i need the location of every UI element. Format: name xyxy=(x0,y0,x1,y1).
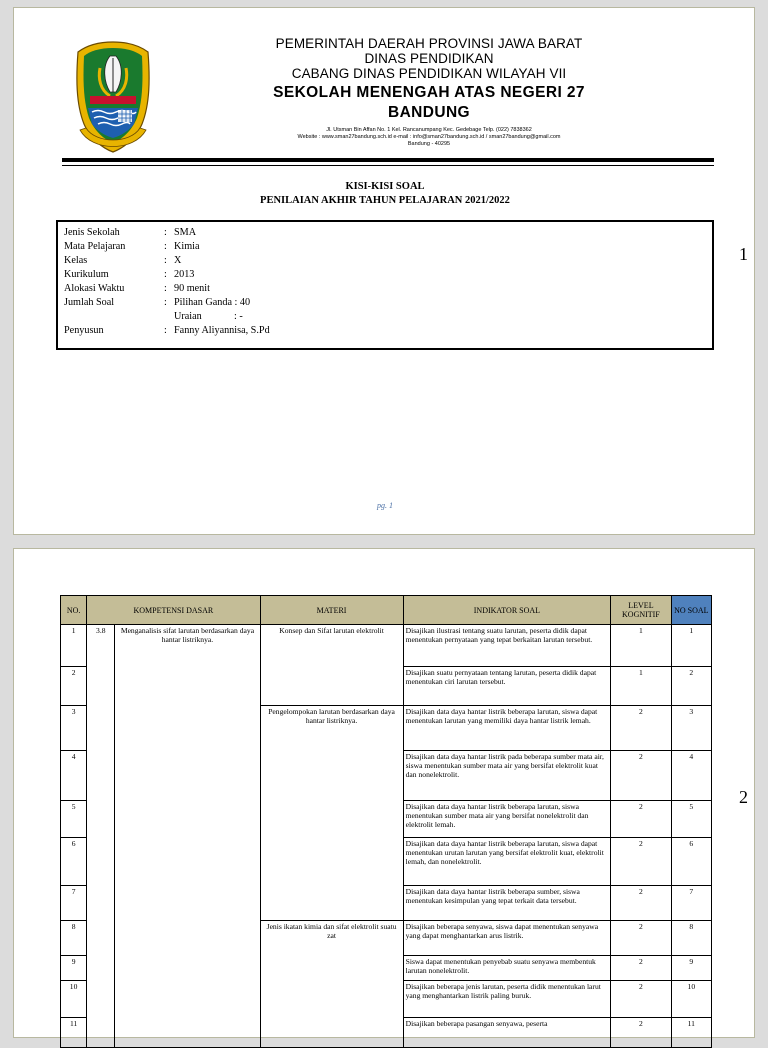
branch-office-name: CABANG DINAS PENDIDIKAN WILAYAH VII xyxy=(291,66,567,81)
level-cell: 2 xyxy=(611,886,671,921)
west-java-emblem-logo xyxy=(70,38,156,156)
row-number: 10 xyxy=(61,981,87,1018)
info-value: Kimia xyxy=(174,241,200,252)
nosoal-cell: 4 xyxy=(671,751,711,801)
col-header-no: NO. xyxy=(61,596,87,625)
document-title xyxy=(14,180,756,208)
table-row xyxy=(61,625,712,667)
letterhead-divider-thick xyxy=(62,158,714,162)
kd-text: Menganalisis sifat larutan berdasarkan daya hantar listriknya. xyxy=(115,625,260,1048)
school-city: BANDUNG xyxy=(387,104,471,121)
indikator-cell: Disajikan data daya hantar listrik beberapa larutan, siswa dapat menentukan urutan larutan yang bersifat elektrolit kuat, elektrolit lemah, dan nonelektrolit. xyxy=(403,838,611,886)
letterhead-divider-thin xyxy=(62,165,714,166)
col-header-indikator: INDIKATOR SOAL xyxy=(403,596,611,625)
level-cell: 2 xyxy=(611,1018,671,1048)
info-colon: : xyxy=(164,283,167,294)
level-cell: 2 xyxy=(611,921,671,956)
info-value: Pilihan Ganda : 40 xyxy=(174,297,251,308)
row-number: 1 xyxy=(61,625,87,667)
title-line-1: KISI-KISI SOAL xyxy=(345,181,425,192)
identity-box xyxy=(56,220,714,350)
info-row xyxy=(64,268,194,282)
materi-cell: Konsep dan Sifat larutan elektrolit xyxy=(260,625,403,706)
row-number: 9 xyxy=(61,956,87,981)
info-label: Jumlah Soal xyxy=(64,297,115,308)
nosoal-cell: 3 xyxy=(671,706,711,751)
row-number: 4 xyxy=(61,751,87,801)
info-row xyxy=(64,240,199,254)
indikator-cell: Disajikan data daya hantar listrik beberapa sumber, siswa menentukan kesimpulan yang tepat terkait data tersebut. xyxy=(403,886,611,921)
page-footer: pg. 1 xyxy=(377,501,393,510)
nosoal-cell: 11 xyxy=(671,1018,711,1048)
indikator-cell: Disajikan data daya hantar listrik pada beberapa sumber mata air, siswa menentukan sumber mata air yang bersifat elektrolit kuat dan nonelektrolit. xyxy=(403,751,611,801)
info-colon: : xyxy=(164,269,167,280)
nosoal-cell: 5 xyxy=(671,801,711,838)
materi-cell: Pengelompokan larutan berdasarkan daya hantar listriknya. xyxy=(260,706,403,921)
info-colon: : xyxy=(164,255,167,266)
row-number: 6 xyxy=(61,838,87,886)
school-name: SEKOLAH MENENGAH ATAS NEGERI 27 xyxy=(273,84,585,101)
row-number: 3 xyxy=(61,706,87,751)
info-value: X xyxy=(174,255,182,266)
info-colon: : xyxy=(164,297,167,308)
info-colon: : xyxy=(164,325,167,336)
row-number: 2 xyxy=(61,667,87,706)
indikator-cell: Disajikan ilustrasi tentang suatu larutan, peserta didik dapat menentukan pernyataan yang tepat berkaitan larutan tersebut. xyxy=(403,625,611,667)
indikator-cell: Disajikan suatu pernyataan tentang larutan, peserta didik dapat menentukan ciri larutan tersebut. xyxy=(403,667,611,706)
nosoal-cell: 8 xyxy=(671,921,711,956)
info-row xyxy=(64,254,181,268)
school-address: Jl. Utsman Bin Affan No. 1 Kel. Rancanumpang Kec. Gedebage Telp. (022) 7838362 xyxy=(326,127,532,133)
materi-cell: Jenis ikatan kimia dan sifat elektrolit suatu zat xyxy=(260,921,403,1048)
title-line-2: PENILAIAN AKHIR TAHUN PELAJARAN 2021/2022 xyxy=(260,195,510,206)
department-name: DINAS PENDIDIKAN xyxy=(364,51,494,66)
question-grid-table xyxy=(60,595,712,1048)
level-cell: 2 xyxy=(611,801,671,838)
indikator-cell: Disajikan data daya hantar listrik beberapa larutan, siswa dapat menentukan larutan yang memiliki daya hantar listrik lemah. xyxy=(403,706,611,751)
info-label: Penyusun xyxy=(64,325,104,336)
info-colon: : xyxy=(164,227,167,238)
indikator-cell: Disajikan beberapa jenis larutan, peserta didik menentukan larut yang menghantarkan listrik paling buruk. xyxy=(403,981,611,1018)
indikator-cell: Disajikan data daya hantar listrik beberapa larutan, siswa menentukan sumber mata air yang bersifat nonelektrolit dan elektrolit lemah. xyxy=(403,801,611,838)
letterhead xyxy=(229,36,629,148)
info-value-2: : - xyxy=(234,311,243,322)
nosoal-cell: 9 xyxy=(671,956,711,981)
indikator-cell: Disajikan beberapa senyawa, siswa dapat menentukan senyawa yang dapat menghantarkan arus listrik. xyxy=(403,921,611,956)
info-label: Jenis Sekolah xyxy=(64,227,120,238)
page-number: 1 xyxy=(739,244,748,264)
info-colon: : xyxy=(164,241,167,252)
page-number: 2 xyxy=(739,787,748,807)
info-label: Alokasi Waktu xyxy=(64,283,125,294)
col-header-nosoal: NO SOAL xyxy=(671,596,711,625)
col-header-materi: MATERI xyxy=(260,596,403,625)
row-number: 7 xyxy=(61,886,87,921)
level-cell: 2 xyxy=(611,706,671,751)
indikator-cell: Disajikan beberapa pasangan senyawa, peserta xyxy=(403,1018,611,1048)
government-name: PEMERINTAH DAERAH PROVINSI JAWA BARAT xyxy=(275,36,583,51)
table-header-row xyxy=(61,596,712,625)
info-label: Mata Pelajaran xyxy=(64,241,126,252)
row-number: 8 xyxy=(61,921,87,956)
level-cell: 1 xyxy=(611,625,671,667)
indikator-cell: Siswa dapat menentukan penyebab suatu senyawa membentuk larutan nonelektrolit. xyxy=(403,956,611,981)
row-number: 5 xyxy=(61,801,87,838)
kd-code: 3.8 xyxy=(87,625,115,1048)
col-header-level: LEVEL KOGNITIF xyxy=(611,596,671,625)
school-postal: Bandung - 40295 xyxy=(407,141,451,147)
nosoal-cell: 2 xyxy=(671,667,711,706)
nosoal-cell: 6 xyxy=(671,838,711,886)
level-cell: 2 xyxy=(611,838,671,886)
nosoal-cell: 7 xyxy=(671,886,711,921)
level-cell: 1 xyxy=(611,667,671,706)
level-cell: 2 xyxy=(611,981,671,1018)
col-header-kd: KOMPETENSI DASAR xyxy=(87,596,260,625)
nosoal-cell: 1 xyxy=(671,625,711,667)
info-row xyxy=(64,226,196,240)
info-value: SMA xyxy=(174,227,197,238)
info-label: Kurikulum xyxy=(64,269,109,280)
info-value: Uraian xyxy=(174,311,202,322)
info-value: Fanny Aliyannisa, S.Pd xyxy=(174,325,270,336)
row-number: 11 xyxy=(61,1018,87,1048)
info-value: 90 menit xyxy=(174,283,210,294)
info-label: Kelas xyxy=(64,255,88,266)
info-row xyxy=(64,282,210,296)
nosoal-cell: 10 xyxy=(671,981,711,1018)
info-row xyxy=(64,296,250,310)
level-cell: 2 xyxy=(611,956,671,981)
document-page-1 xyxy=(13,7,755,535)
level-cell: 2 xyxy=(611,751,671,801)
document-page-2 xyxy=(13,548,755,1038)
info-value: 2013 xyxy=(174,269,195,280)
info-row xyxy=(64,310,243,324)
info-row xyxy=(64,324,270,338)
school-contact: Website : www.sman27bandung.sch.id e-mail : info@sman27bandung.sch.id / sman27bandung@gmail.com xyxy=(297,134,561,140)
